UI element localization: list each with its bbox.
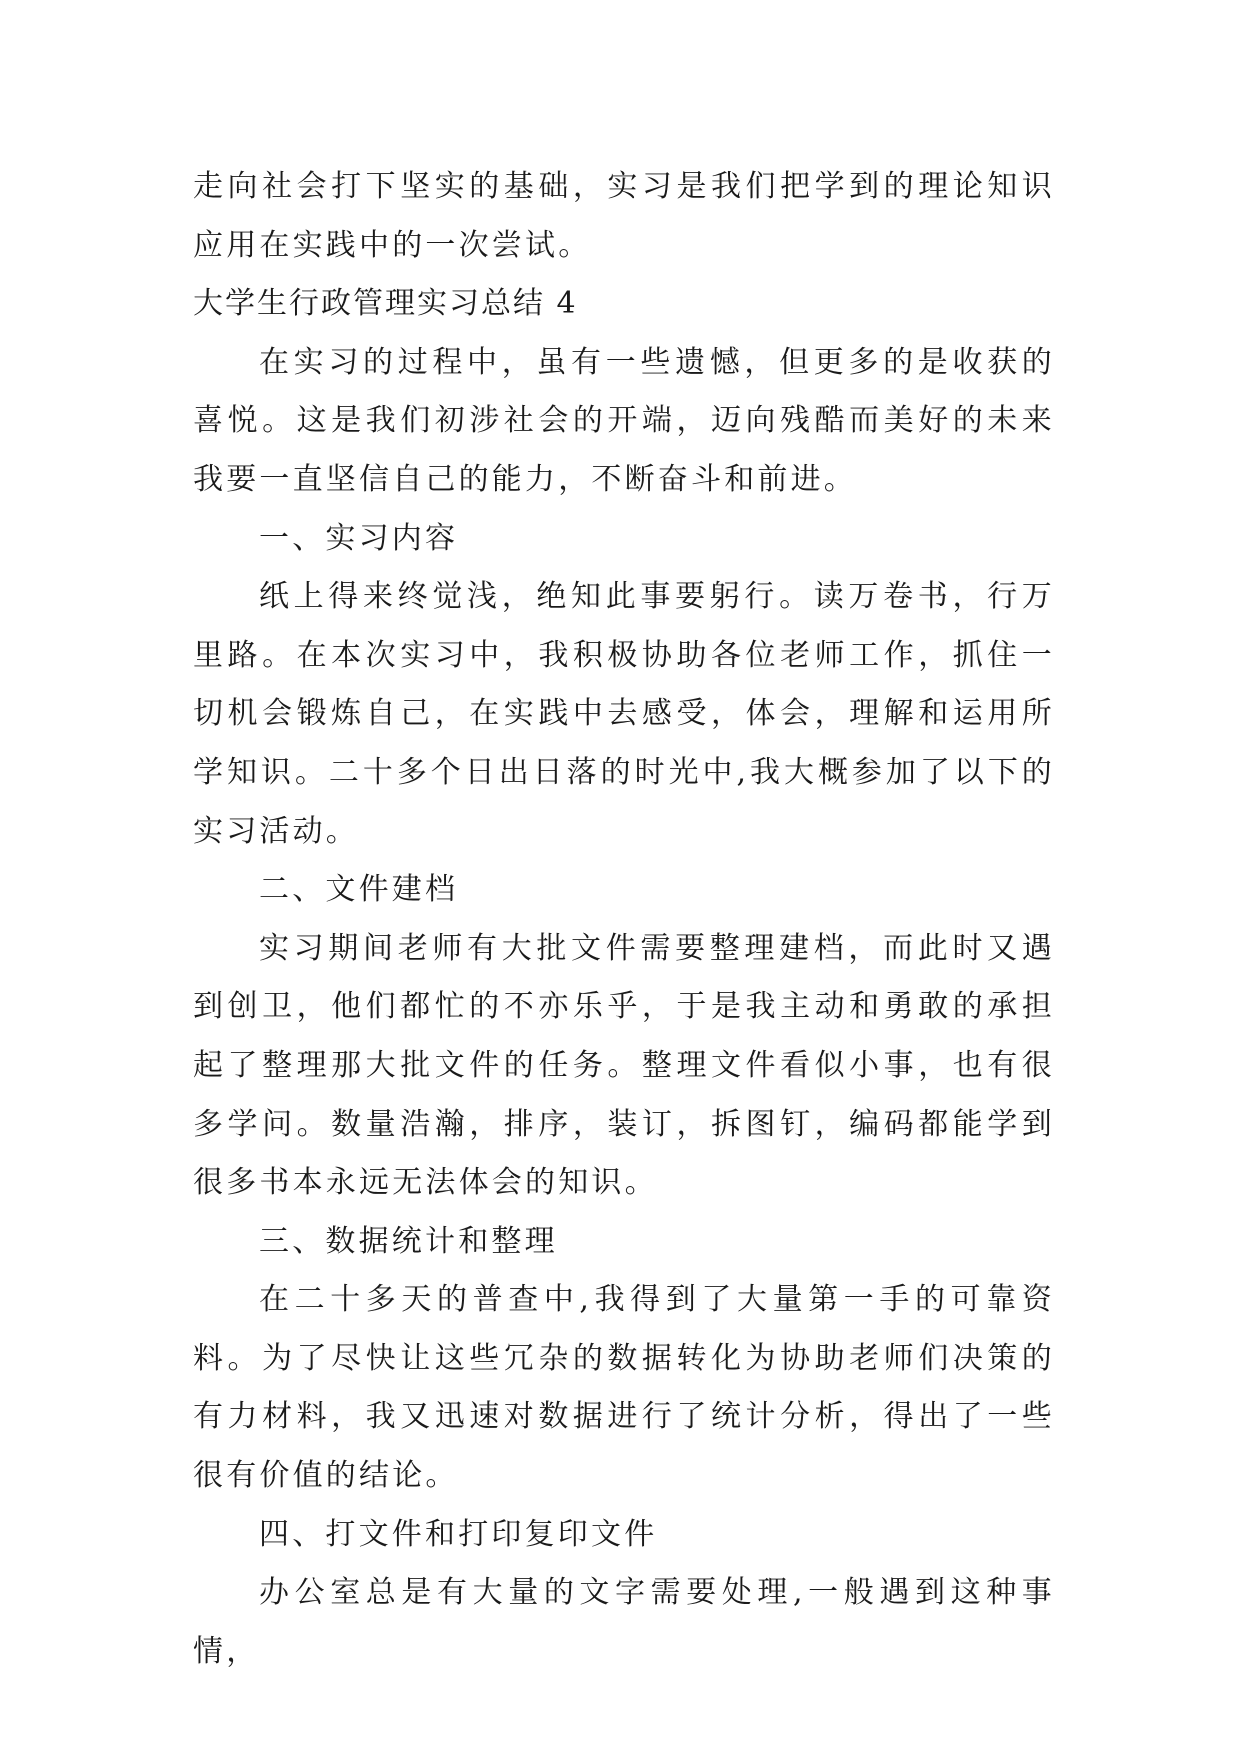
subheading-data-statistics: 三、数据统计和整理: [259, 1223, 558, 1259]
paragraph-data-statistics: 在二十多天的普查中,我得到了大量第一手的可靠资料。为了尽快让这些冗杂的数据转化为协助老师们决策的有力材料，我又迅速对数据进行了统计分析，得出了一些很有价值的结论。: [193, 1282, 1055, 1494]
paragraph-internship-content: 纸上得来终觉浅，绝知此事要躬行。读万卷书，行万里路。在本次实习中，我积极协助各位老师工作，抓住一切机会锻炼自己，在实践中去感受，体会，理解和运用所学知识。二十多个日出日落的时光中,我大概参加了以下的实习活动。: [193, 579, 1055, 849]
subheading-internship-content: 一、实习内容: [259, 520, 459, 556]
paragraph-typing-printing: 办公室总是有大量的文字需要处理,一般遇到这种事情，: [193, 1575, 1055, 1669]
section-title: 大学生行政管理实习总结 4: [193, 286, 578, 322]
paragraph-continuation: 走向社会打下坚实的基础，实习是我们把学到的理论知识应用在实践中的一次尝试。: [193, 169, 1055, 263]
document-body: [193, 158, 1055, 1681]
paragraph-intro: 在实习的过程中，虽有一些遗憾，但更多的是收获的喜悦。这是我们初涉社会的开端，迈向残酷而美好的未来我要一直坚信自己的能力，不断奋斗和前进。: [193, 344, 1055, 497]
paragraph-file-archiving: 实习期间老师有大批文件需要整理建档，而此时又遇到创卫，他们都忙的不亦乐乎，于是我主动和勇敢的承担起了整理那大批文件的任务。整理文件看似小事，也有很多学问。数量浩瀚，排序，装订，拆图钉，编码都能学到很多书本永远无法体会的知识。: [193, 930, 1055, 1201]
subheading-typing-printing: 四、打文件和打印复印文件: [259, 1516, 658, 1552]
subheading-file-archiving: 二、文件建档: [259, 872, 459, 908]
